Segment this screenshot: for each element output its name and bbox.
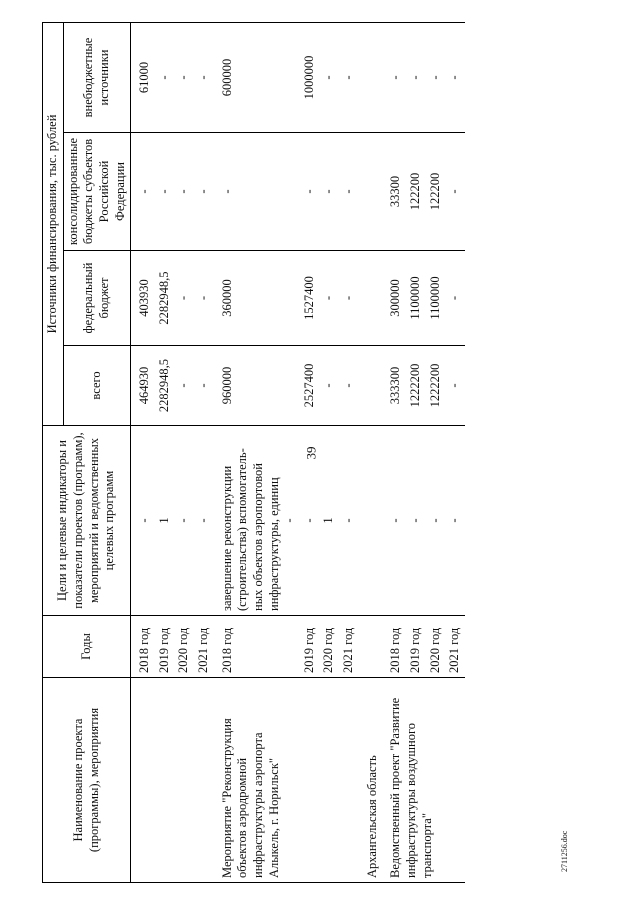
row-regional: -: [445, 133, 465, 251]
row-total: -: [445, 346, 465, 426]
row-year: 2020 год: [174, 616, 194, 678]
row-extra: 600000: [218, 22, 300, 132]
row-goal-value: [363, 426, 383, 616]
row-extra: -: [386, 22, 406, 132]
row-extra: -: [339, 22, 359, 132]
row-regional: 122200: [426, 133, 446, 251]
row-federal: -: [319, 251, 339, 346]
row-total: 333300: [386, 346, 406, 426]
row-regional: [363, 133, 383, 251]
row-goal-value: -: [174, 426, 194, 616]
row-extra: -: [319, 22, 339, 132]
row-goal-number: -: [282, 518, 297, 523]
row-federal: -: [339, 251, 359, 346]
row-project-name: Ведомственный проект "Развитие инфраструктуры воздушного транспорта": [386, 678, 465, 883]
row-extra: -: [426, 22, 446, 132]
row-regional: -: [155, 133, 175, 251]
rotated-table-container: [42, 23, 602, 883]
table-row: [386, 22, 406, 882]
row-regional: 122200: [406, 133, 426, 251]
row-goal-value: -: [194, 426, 214, 616]
header-funding: Источники финансирования, тыс. рублей: [43, 22, 64, 425]
footer-doc-code: 2711256.doc: [560, 830, 569, 872]
row-federal: -: [174, 251, 194, 346]
row-year: 2018 год: [218, 616, 300, 678]
row-regional: -: [339, 133, 359, 251]
row-extra: 61000: [135, 22, 155, 132]
row-total: 960000: [218, 346, 300, 426]
table-row: [218, 22, 300, 882]
header-goals: Цели и целевые индикаторы и показатели проектов (программ), мероприятий и ведомственных целевых программ: [43, 426, 131, 616]
row-goal-value: -: [339, 426, 359, 616]
row-total: 1222200: [426, 346, 446, 426]
row-goal-value: -: [300, 426, 320, 616]
row-total: -: [319, 346, 339, 426]
row-goal-text: завершение реконструкции (строительства) вспомогатель-ных объектов аэропортовой инфраструктуры, единиц: [219, 448, 281, 611]
row-federal: 403930: [135, 251, 155, 346]
row-project-name: Архангельская область: [363, 678, 383, 883]
row-federal: [363, 251, 383, 346]
row-regional: -: [319, 133, 339, 251]
row-extra: -: [445, 22, 465, 132]
row-federal: 300000: [386, 251, 406, 346]
row-federal: -: [194, 251, 214, 346]
row-year: 2018 год: [135, 616, 155, 678]
row-regional: -: [135, 133, 155, 251]
row-project-name: Мероприятие "Реконструкция объектов аэродромной инфраструктуры аэропорта Алыкель, г. Норильск": [218, 678, 359, 883]
row-goal-value: -: [386, 426, 406, 616]
row-total: -: [194, 346, 214, 426]
row-goal-value: 1: [155, 426, 175, 616]
row-federal: 2282948,5: [155, 251, 175, 346]
row-total: [363, 346, 383, 426]
header-federal: федеральный бюджет: [63, 251, 131, 346]
row-total: -: [339, 346, 359, 426]
row-federal: 1100000: [426, 251, 446, 346]
row-regional: -: [194, 133, 214, 251]
row-total: -: [174, 346, 194, 426]
row-extra: 1000000: [300, 22, 320, 132]
row-regional: -: [174, 133, 194, 251]
row-goal-value: -: [406, 426, 426, 616]
row-goal-value: -: [426, 426, 446, 616]
row-goal-value: -: [135, 426, 155, 616]
table-row: [135, 22, 155, 882]
row-extra: -: [174, 22, 194, 132]
row-regional: 33300: [386, 133, 406, 251]
row-goal-value: 1: [319, 426, 339, 616]
row-goal-value: -: [445, 426, 465, 616]
row-goal-value: [218, 426, 300, 616]
row-total: 2527400: [300, 346, 320, 426]
table-header: [43, 22, 131, 882]
header-extra: внебюджетные источники: [63, 22, 131, 132]
row-regional: -: [300, 133, 320, 251]
row-federal: 1527400: [300, 251, 320, 346]
row-extra: -: [155, 22, 175, 132]
table-body: [131, 22, 465, 882]
row-year: 2021 год: [445, 616, 465, 678]
header-years: Годы: [43, 616, 131, 678]
row-year: [363, 616, 383, 678]
row-year: 2020 год: [426, 616, 446, 678]
header-total: всего: [63, 346, 131, 426]
row-total: 464930: [135, 346, 155, 426]
row-total: 1222200: [406, 346, 426, 426]
row-federal: 360000: [218, 251, 300, 346]
row-extra: [363, 22, 383, 132]
row-federal: -: [445, 251, 465, 346]
row-year: 2018 год: [386, 616, 406, 678]
header-name: Наименование проекта (программы), мероприятия: [43, 678, 131, 883]
row-year: 2019 год: [300, 616, 320, 678]
row-federal: 1100000: [406, 251, 426, 346]
row-year: 2021 год: [194, 616, 214, 678]
row-year: 2019 год: [155, 616, 175, 678]
row-year: 2020 год: [319, 616, 339, 678]
table-row: [363, 22, 383, 882]
row-extra: -: [194, 22, 214, 132]
row-extra: -: [406, 22, 426, 132]
row-project-name: [135, 678, 214, 883]
funding-table: [42, 22, 465, 883]
row-year: 2021 год: [339, 616, 359, 678]
row-year: 2019 год: [406, 616, 426, 678]
page-number: 39: [303, 446, 319, 460]
row-total: 2282948,5: [155, 346, 175, 426]
header-regional: консолидированные бюджеты субъектов Российской Федерации: [63, 133, 131, 251]
row-regional: -: [218, 133, 300, 251]
